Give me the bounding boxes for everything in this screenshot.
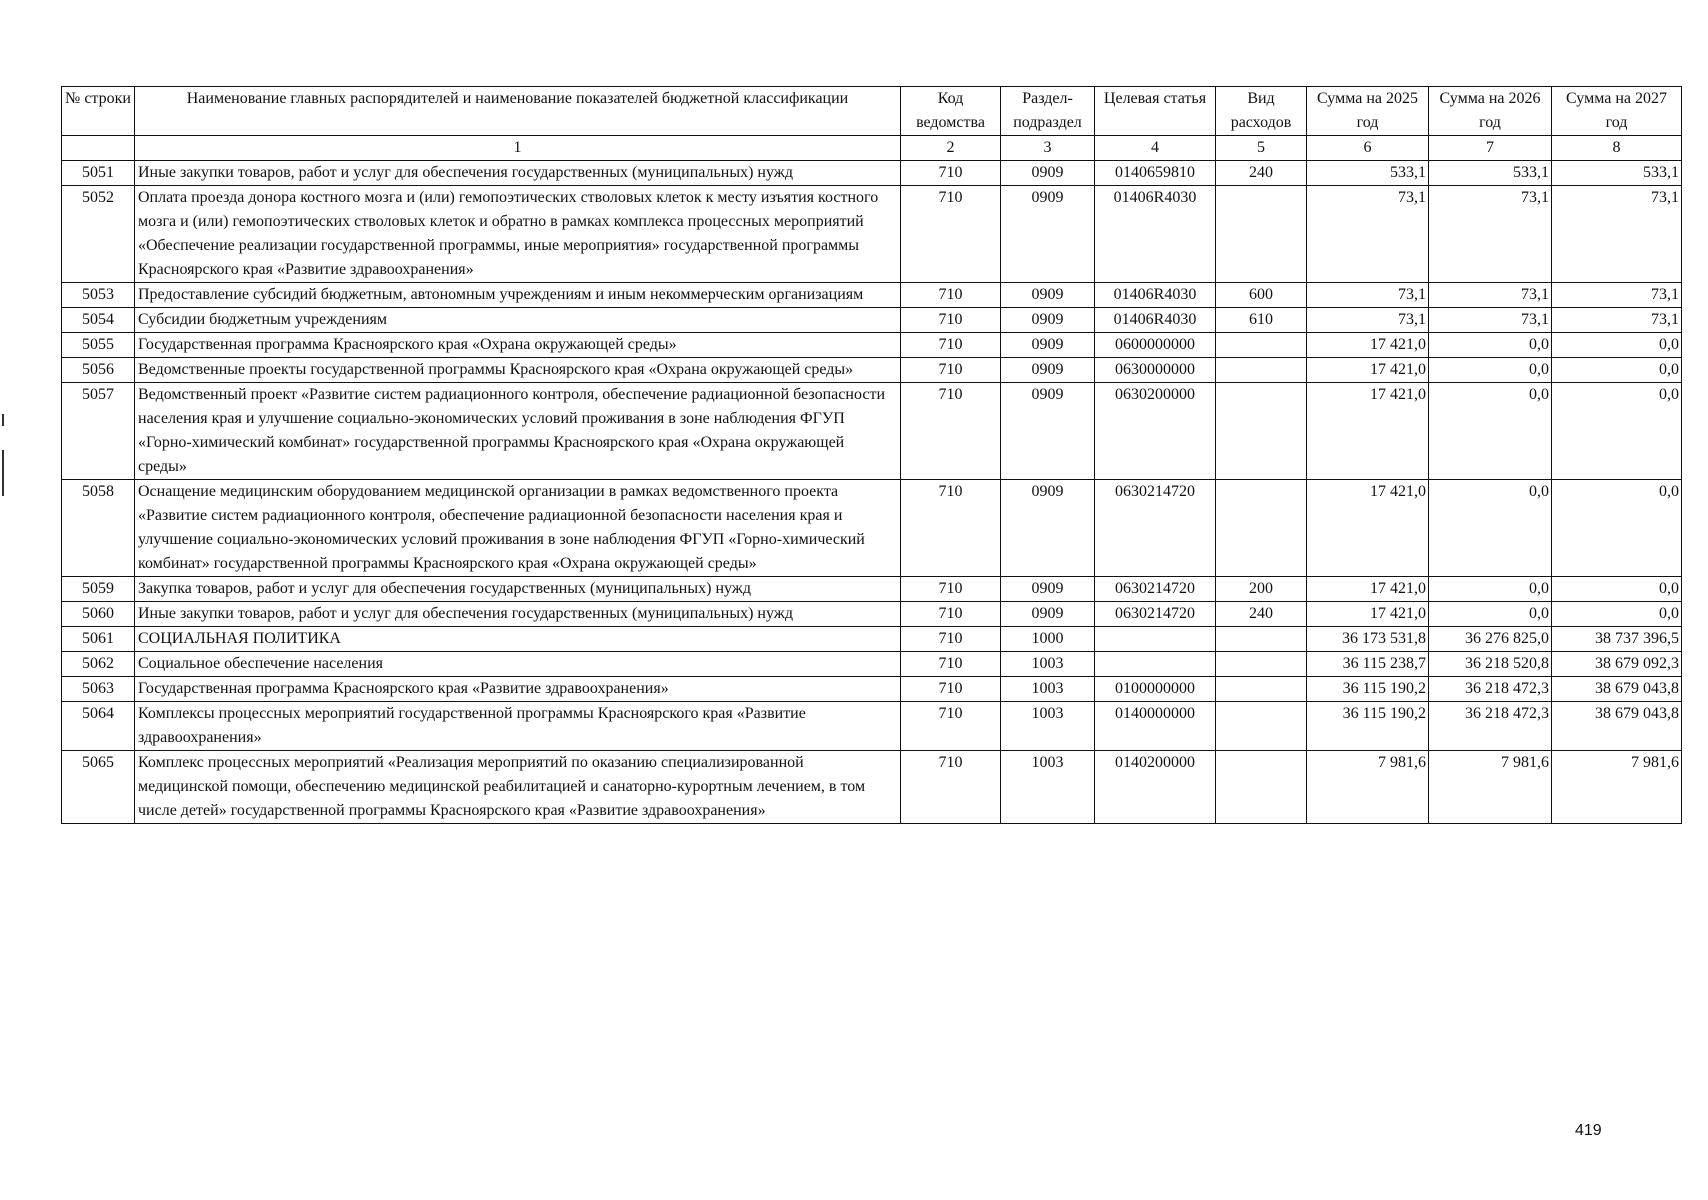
row-number: 5057 bbox=[62, 383, 135, 480]
header-row-number: № строки bbox=[62, 87, 135, 136]
row-number: 5063 bbox=[62, 677, 135, 702]
target-article: 0140200000 bbox=[1095, 751, 1216, 824]
sum-2026: 36 218 472,3 bbox=[1429, 677, 1552, 702]
expense-type: 610 bbox=[1216, 308, 1307, 333]
expense-type bbox=[1216, 627, 1307, 652]
table-row bbox=[62, 161, 1682, 186]
table-row bbox=[62, 602, 1682, 627]
budget-table-wrapper bbox=[61, 86, 1681, 824]
sum-2025: 17 421,0 bbox=[1307, 602, 1429, 627]
sum-2025: 73,1 bbox=[1307, 308, 1429, 333]
sum-2025: 17 421,0 bbox=[1307, 333, 1429, 358]
target-article: 0140659810 bbox=[1095, 161, 1216, 186]
sum-2027: 0,0 bbox=[1552, 577, 1682, 602]
row-number: 5061 bbox=[62, 627, 135, 652]
sum-2025: 36 115 190,2 bbox=[1307, 677, 1429, 702]
sum-2027: 0,0 bbox=[1552, 383, 1682, 480]
sum-2026: 0,0 bbox=[1429, 577, 1552, 602]
row-name: Социальное обеспечение населения bbox=[135, 652, 901, 677]
sum-2027: 73,1 bbox=[1552, 308, 1682, 333]
column-number bbox=[62, 136, 135, 161]
department-code: 710 bbox=[901, 751, 1001, 824]
sum-2026: 36 218 520,8 bbox=[1429, 652, 1552, 677]
header-sum-2027: Сумма на 2027 год bbox=[1552, 87, 1682, 136]
section-code: 1003 bbox=[1001, 652, 1095, 677]
section-code: 1003 bbox=[1001, 677, 1095, 702]
department-code: 710 bbox=[901, 577, 1001, 602]
sum-2027: 38 679 092,3 bbox=[1552, 652, 1682, 677]
column-number: 1 bbox=[135, 136, 901, 161]
target-article: 0630214720 bbox=[1095, 602, 1216, 627]
sum-2025: 17 421,0 bbox=[1307, 577, 1429, 602]
scan-mark bbox=[2, 450, 4, 496]
sum-2027: 38 679 043,8 bbox=[1552, 702, 1682, 751]
section-code: 0909 bbox=[1001, 480, 1095, 577]
row-name: Ведомственный проект «Развитие систем радиационного контроля, обеспечение радиационной безопасности населения края и улучшение социально-экономических условий проживания в зоне наблюдения ФГУП «Горно-химический комбинат» государственной программы Красноярского края «Охрана окружающей среды» bbox=[135, 383, 901, 480]
sum-2026: 0,0 bbox=[1429, 602, 1552, 627]
table-row bbox=[62, 308, 1682, 333]
target-article: 0630214720 bbox=[1095, 480, 1216, 577]
header-expense-type: Вид расходов bbox=[1216, 87, 1307, 136]
section-code: 1003 bbox=[1001, 751, 1095, 824]
row-number: 5053 bbox=[62, 283, 135, 308]
header-department-code: Код ведомства bbox=[901, 87, 1001, 136]
header-target-article: Целевая статья bbox=[1095, 87, 1216, 136]
department-code: 710 bbox=[901, 283, 1001, 308]
sum-2025: 36 115 190,2 bbox=[1307, 702, 1429, 751]
row-name: Государственная программа Красноярского края «Охрана окружающей среды» bbox=[135, 333, 901, 358]
department-code: 710 bbox=[901, 480, 1001, 577]
sum-2026: 0,0 bbox=[1429, 383, 1552, 480]
page-number: 419 bbox=[1575, 1122, 1602, 1139]
table-row bbox=[62, 186, 1682, 283]
row-name: Оснащение медицинским оборудованием медицинской организации в рамках ведомственного проекта «Развитие систем радиационного контроля, обеспечение радиационной безопасности населения края и улучшение социально-экономических условий проживания в зоне наблюдения ФГУП «Горно-химический комбинат» государственной программы Красноярского края «Охрана окружающей среды» bbox=[135, 480, 901, 577]
sum-2025: 73,1 bbox=[1307, 186, 1429, 283]
sum-2026: 0,0 bbox=[1429, 333, 1552, 358]
row-number: 5054 bbox=[62, 308, 135, 333]
target-article: 0630000000 bbox=[1095, 358, 1216, 383]
row-number: 5065 bbox=[62, 751, 135, 824]
sum-2027: 7 981,6 bbox=[1552, 751, 1682, 824]
sum-2027: 0,0 bbox=[1552, 358, 1682, 383]
target-article: 01406R4030 bbox=[1095, 186, 1216, 283]
sum-2026: 0,0 bbox=[1429, 358, 1552, 383]
sum-2025: 17 421,0 bbox=[1307, 383, 1429, 480]
sum-2025: 7 981,6 bbox=[1307, 751, 1429, 824]
column-number-row bbox=[62, 136, 1682, 161]
budget-table bbox=[61, 86, 1682, 824]
header-sum-2025: Сумма на 2025 год bbox=[1307, 87, 1429, 136]
department-code: 710 bbox=[901, 383, 1001, 480]
header-row bbox=[62, 87, 1682, 136]
sum-2027: 38 679 043,8 bbox=[1552, 677, 1682, 702]
table-row bbox=[62, 383, 1682, 480]
sum-2026: 7 981,6 bbox=[1429, 751, 1552, 824]
department-code: 710 bbox=[901, 677, 1001, 702]
row-number: 5051 bbox=[62, 161, 135, 186]
row-name: Закупка товаров, работ и услуг для обеспечения государственных (муниципальных) нужд bbox=[135, 577, 901, 602]
expense-type bbox=[1216, 751, 1307, 824]
sum-2026: 36 276 825,0 bbox=[1429, 627, 1552, 652]
department-code: 710 bbox=[901, 308, 1001, 333]
target-article: 01406R4030 bbox=[1095, 308, 1216, 333]
table-row bbox=[62, 358, 1682, 383]
expense-type: 240 bbox=[1216, 602, 1307, 627]
target-article: 01406R4030 bbox=[1095, 283, 1216, 308]
expense-type bbox=[1216, 186, 1307, 283]
header-section: Раздел-подраздел bbox=[1001, 87, 1095, 136]
row-number: 5055 bbox=[62, 333, 135, 358]
target-article bbox=[1095, 652, 1216, 677]
section-code: 0909 bbox=[1001, 358, 1095, 383]
expense-type bbox=[1216, 677, 1307, 702]
table-row bbox=[62, 677, 1682, 702]
target-article: 0140000000 bbox=[1095, 702, 1216, 751]
column-number: 3 bbox=[1001, 136, 1095, 161]
section-code: 0909 bbox=[1001, 161, 1095, 186]
sum-2026: 533,1 bbox=[1429, 161, 1552, 186]
sum-2025: 73,1 bbox=[1307, 283, 1429, 308]
expense-type bbox=[1216, 333, 1307, 358]
column-number: 2 bbox=[901, 136, 1001, 161]
expense-type: 240 bbox=[1216, 161, 1307, 186]
row-name: Ведомственные проекты государственной программы Красноярского края «Охрана окружающей среды» bbox=[135, 358, 901, 383]
department-code: 710 bbox=[901, 652, 1001, 677]
department-code: 710 bbox=[901, 161, 1001, 186]
target-article: 0630200000 bbox=[1095, 383, 1216, 480]
table-row bbox=[62, 627, 1682, 652]
table-body bbox=[62, 161, 1682, 824]
table-row bbox=[62, 652, 1682, 677]
row-number: 5062 bbox=[62, 652, 135, 677]
column-number: 8 bbox=[1552, 136, 1682, 161]
row-name: Государственная программа Красноярского края «Развитие здравоохранения» bbox=[135, 677, 901, 702]
row-name: Иные закупки товаров, работ и услуг для обеспечения государственных (муниципальных) нужд bbox=[135, 602, 901, 627]
section-code: 0909 bbox=[1001, 333, 1095, 358]
sum-2027: 0,0 bbox=[1552, 333, 1682, 358]
expense-type bbox=[1216, 652, 1307, 677]
section-code: 0909 bbox=[1001, 577, 1095, 602]
target-article: 0600000000 bbox=[1095, 333, 1216, 358]
target-article: 0630214720 bbox=[1095, 577, 1216, 602]
sum-2027: 0,0 bbox=[1552, 602, 1682, 627]
sum-2026: 73,1 bbox=[1429, 308, 1552, 333]
department-code: 710 bbox=[901, 702, 1001, 751]
section-code: 0909 bbox=[1001, 602, 1095, 627]
row-number: 5064 bbox=[62, 702, 135, 751]
department-code: 710 bbox=[901, 333, 1001, 358]
row-name: Комплекс процессных мероприятий «Реализация мероприятий по оказанию специализированной медицинской помощи, обеспечению медицинской реабилитацией и санаторно-курортным лечением, в том числе детей» государственной программы Красноярского края «Развитие здравоохранения» bbox=[135, 751, 901, 824]
sum-2027: 38 737 396,5 bbox=[1552, 627, 1682, 652]
section-code: 1003 bbox=[1001, 702, 1095, 751]
department-code: 710 bbox=[901, 358, 1001, 383]
expense-type bbox=[1216, 702, 1307, 751]
row-number: 5060 bbox=[62, 602, 135, 627]
row-number: 5059 bbox=[62, 577, 135, 602]
section-code: 0909 bbox=[1001, 186, 1095, 283]
sum-2025: 17 421,0 bbox=[1307, 480, 1429, 577]
sum-2027: 533,1 bbox=[1552, 161, 1682, 186]
row-name: Иные закупки товаров, работ и услуг для обеспечения государственных (муниципальных) нужд bbox=[135, 161, 901, 186]
table-row bbox=[62, 333, 1682, 358]
table-row bbox=[62, 480, 1682, 577]
department-code: 710 bbox=[901, 627, 1001, 652]
sum-2027: 0,0 bbox=[1552, 480, 1682, 577]
row-name: Субсидии бюджетным учреждениям bbox=[135, 308, 901, 333]
table-row bbox=[62, 702, 1682, 751]
sum-2026: 73,1 bbox=[1429, 186, 1552, 283]
row-name: Комплексы процессных мероприятий государственной программы Красноярского края «Развитие здравоохранения» bbox=[135, 702, 901, 751]
sum-2025: 17 421,0 bbox=[1307, 358, 1429, 383]
expense-type bbox=[1216, 383, 1307, 480]
header-name: Наименование главных распорядителей и наименование показателей бюджетной классификации bbox=[135, 87, 901, 136]
row-number: 5056 bbox=[62, 358, 135, 383]
expense-type: 600 bbox=[1216, 283, 1307, 308]
row-name: СОЦИАЛЬНАЯ ПОЛИТИКА bbox=[135, 627, 901, 652]
row-name: Оплата проезда донора костного мозга и (или) гемопоэтических стволовых клеток к месту изъятия костного мозга и (или) гемопоэтических стволовых клеток и обратно в рамках комплекса процессных мероприятий «Обеспечение реализации государственной программы, иные мероприятия» государственной программы Красноярского края «Развитие здравоохранения» bbox=[135, 186, 901, 283]
row-number: 5058 bbox=[62, 480, 135, 577]
section-code: 1000 bbox=[1001, 627, 1095, 652]
department-code: 710 bbox=[901, 602, 1001, 627]
column-number: 5 bbox=[1216, 136, 1307, 161]
table-row bbox=[62, 283, 1682, 308]
expense-type bbox=[1216, 480, 1307, 577]
column-number: 6 bbox=[1307, 136, 1429, 161]
column-number: 7 bbox=[1429, 136, 1552, 161]
sum-2027: 73,1 bbox=[1552, 186, 1682, 283]
sum-2027: 73,1 bbox=[1552, 283, 1682, 308]
department-code: 710 bbox=[901, 186, 1001, 283]
sum-2025: 36 173 531,8 bbox=[1307, 627, 1429, 652]
sum-2026: 0,0 bbox=[1429, 480, 1552, 577]
column-number: 4 bbox=[1095, 136, 1216, 161]
sum-2026: 36 218 472,3 bbox=[1429, 702, 1552, 751]
expense-type bbox=[1216, 358, 1307, 383]
header-sum-2026: Сумма на 2026 год bbox=[1429, 87, 1552, 136]
table-row bbox=[62, 751, 1682, 824]
expense-type: 200 bbox=[1216, 577, 1307, 602]
scan-mark bbox=[2, 414, 4, 426]
section-code: 0909 bbox=[1001, 283, 1095, 308]
section-code: 0909 bbox=[1001, 383, 1095, 480]
table-row bbox=[62, 577, 1682, 602]
sum-2025: 533,1 bbox=[1307, 161, 1429, 186]
target-article: 0100000000 bbox=[1095, 677, 1216, 702]
sum-2026: 73,1 bbox=[1429, 283, 1552, 308]
row-name: Предоставление субсидий бюджетным, автономным учреждениям и иным некоммерческим организациям bbox=[135, 283, 901, 308]
sum-2025: 36 115 238,7 bbox=[1307, 652, 1429, 677]
row-number: 5052 bbox=[62, 186, 135, 283]
section-code: 0909 bbox=[1001, 308, 1095, 333]
target-article bbox=[1095, 627, 1216, 652]
